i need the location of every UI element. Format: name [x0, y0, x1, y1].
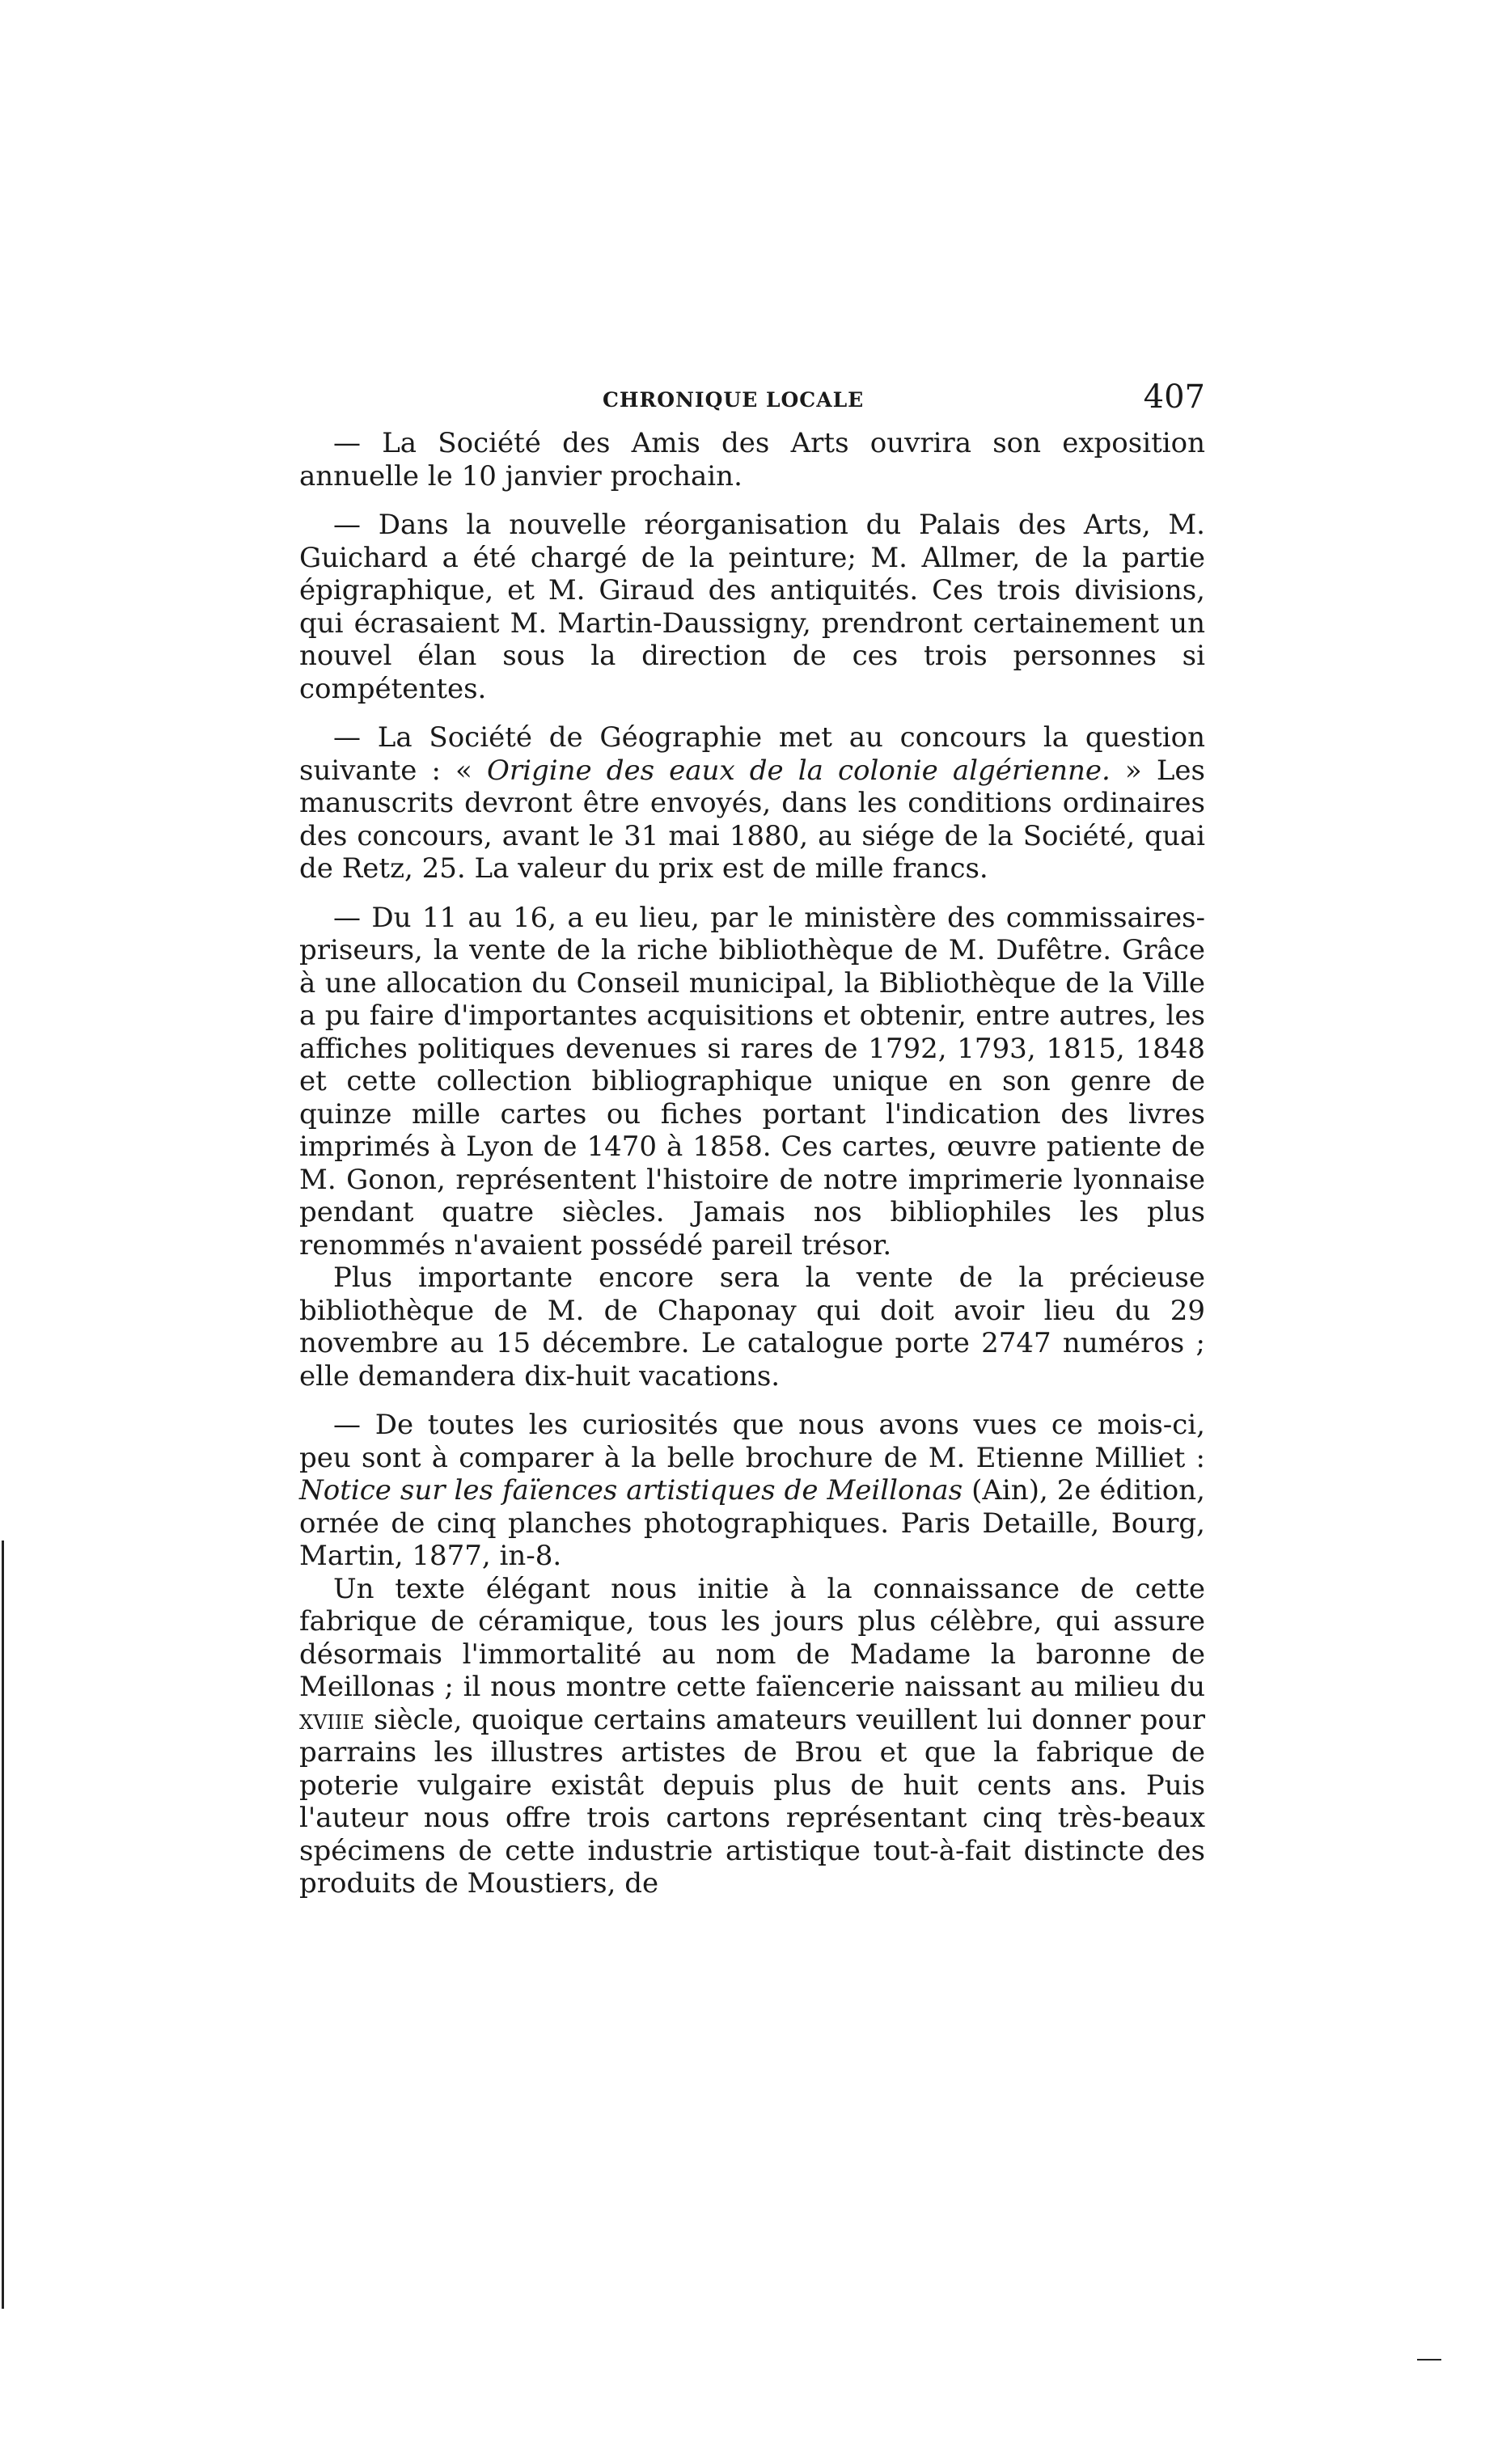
paragraph-texte-elegant: [299, 1573, 1205, 1900]
century-numeral: xviiie: [299, 1703, 365, 1736]
paragraph-brochure-milliet: [299, 1409, 1205, 1573]
page-number: 407: [1143, 378, 1205, 416]
page-header: [299, 378, 1205, 427]
paragraph-palais-des-arts: — Dans la nouvelle réorganisation du Palais des Arts, M. Guichard a été chargé de la peinture; M. Allmer, de la partie épigraphique, et M. Giraud des antiquités. Ces trois divisions, qui écrasaient M. Martin-Daussigny, prendront certainement un nouvel élan sous la direction de ces trois personnes si compétentes.: [299, 509, 1205, 705]
running-head: CHRONIQUE LOCALE: [603, 388, 865, 412]
paragraph-text: » Les manuscrits devront être envoyés, dans les conditions ordinaires des concours, avant le 31 mai 1880, au siége de la Société, quai de Retz, 25. La valeur du prix est de mille francs.: [299, 754, 1205, 885]
paragraph-vente-chaponay: Plus importante encore sera la vente de la précieuse bibliothèque de M. de Chaponay qui doit avoir lieu du 29 novembre au 15 décembre. Le catalogue porte 2747 numéros ; elle demandera dix-huit vacations.: [299, 1262, 1205, 1393]
article-body: [299, 427, 1205, 1900]
italic-title: Notice sur les faïences artistiques de Meillonas: [299, 1474, 963, 1507]
paragraph-vente-dufetre: — Du 11 au 16, a eu lieu, par le ministère des commissaires-priseurs, la vente de la riche bibliothèque de M. Dufêtre. Grâce à une allocation du Conseil municipal, la Bibliothèque de la Ville a pu faire d'importantes acquisitions et obtenir, entre autres, les affiches politiques devenues si rares de 1792, 1793, 1815, 1848 et cette collection bibliographique unique en son genre de quinze mille cartes ou fiches portant l'indication des livres imprimés à Lyon de 1470 à 1858. Ces cartes, œuvre patiente de M. Gonon, représentent l'histoire de notre imprimerie lyonnaise pendant quatre siècles. Jamais nos bibliophiles les plus renommés n'avaient possédé pareil trésor.: [299, 901, 1205, 1262]
paragraph-amis-des-arts: — La Société des Amis des Arts ouvrira son exposition annuelle le 10 janvier prochain.: [299, 427, 1205, 492]
paragraph-text: Un texte élégant nous initie à la connaissance de cette fabrique de céramique, tous les jours plus célèbre, qui assure désormais l'immortalité au nom de Madame la baronne de Meillonas ; il nous montre cette faïencerie naissant au milieu du: [299, 1572, 1205, 1703]
paragraph-text: — De toutes les curiosités que nous avons vues ce mois-ci, peu sont à comparer à la belle brochure de M. Etienne Milliet :: [299, 1409, 1205, 1474]
paragraph-text: — La Société de Géographie met au concours la question suivante : «: [299, 721, 1205, 787]
paragraph-societe-geographie: [299, 721, 1205, 885]
italic-title: Origine des eaux de la colonie algérienne.: [486, 754, 1111, 787]
paragraph-text: (Ain), 2e édition, ornée de cinq planches photographiques. Paris Detaille, Bourg, Martin, 1877, in-8.: [299, 1474, 1205, 1572]
paragraph-text: siècle, quoique certains amateurs veuillent lui donner pour parrains les illustres artistes de Brou et que la fabrique de poterie vulgaire existât depuis plus de huit cents ans. Puis l'auteur nous offre trois cartons représentant cinq très-beaux spécimens de cette industrie artistique tout-à-fait distincte des produits de Moustiers, de: [299, 1703, 1205, 1900]
right-margin-line: [1417, 2359, 1441, 2360]
left-margin-line: [2, 1541, 4, 2309]
